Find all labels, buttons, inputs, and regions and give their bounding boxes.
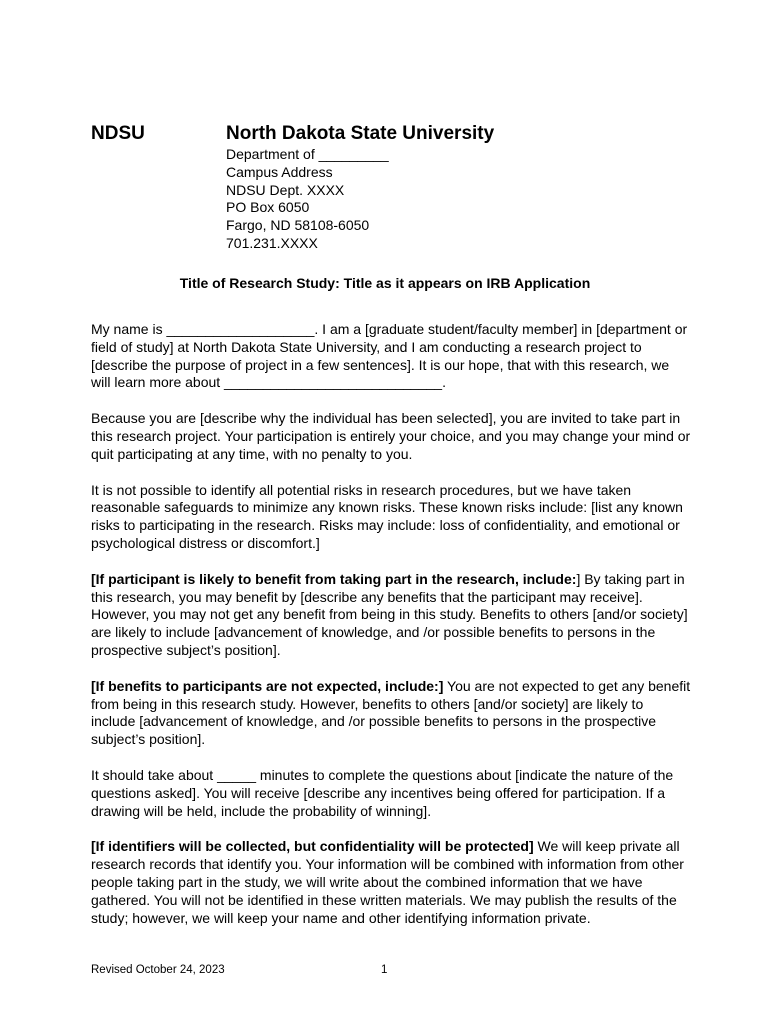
footer-page-number: 1 bbox=[381, 964, 388, 976]
paragraph-text: ] By taking part in this research, you may benefit by [describe any benefits that the participant may receive]. However, you may not get any benefit from being in this study. Benefits to others [and/or society] are likely to include [advancement of knowledge, and /or possible benefits to persons in the prospective subject’s position]. bbox=[91, 570, 688, 658]
paragraph-text: You are not expected to get any benefit from being in this research study. However, benefits to others [and/or society] are likely to include [advancement of knowledge, and /or possible benefits to persons in the prospective subject’s position]. bbox=[91, 677, 691, 748]
paragraph-benefits-not-expected bbox=[91, 678, 691, 749]
footer-revised-date: Revised October 24, 2023 bbox=[91, 964, 225, 976]
study-title: Title of Research Study: Title as it appears on IRB Application bbox=[179, 275, 591, 291]
paragraph-confidentiality bbox=[91, 838, 691, 927]
address-line-department: Department of _________ bbox=[226, 146, 389, 162]
address-line-campus: Campus Address bbox=[226, 163, 333, 180]
paragraph-text: My name is ___________________. I am a [graduate student/faculty member] in [department or field of study] at North Dakota State University, and I am conducting a research project to [describe the purpose of project in a few sentences]. It is our hope, that with this research, we will learn more about ____________________________. bbox=[91, 321, 688, 391]
header-address-block bbox=[226, 146, 389, 253]
header-abbreviation: NDSU bbox=[91, 123, 145, 144]
paragraph-risks bbox=[91, 482, 691, 553]
paragraph-text: It should take about _____ minutes to complete the questions about [indicate the nature of the questions asked]. You will receive [describe any incentives being offered for participation. If a drawing will be held, include the probability of winning]. bbox=[91, 766, 674, 819]
paragraph-benefits-expected bbox=[91, 571, 691, 660]
address-line-city: Fargo, ND 58108-6050 bbox=[226, 217, 370, 234]
paragraph-lead: [If participant is likely to benefit from taking part in the research, include: bbox=[91, 570, 577, 587]
paragraph-duration bbox=[91, 767, 691, 820]
paragraph-text: Because you are [describe why the individual has been selected], you are invited to take part in this research project. Your participation is entirely your choice, and you may change your mind or quit participating at any time, with no penalty to you. bbox=[91, 410, 691, 462]
address-line-dept: NDSU Dept. XXXX bbox=[226, 181, 345, 198]
paragraph-lead: [If benefits to participants are not expected, include:] bbox=[91, 677, 444, 694]
paragraph-lead: [If identifiers will be collected, but confidentiality will be protected] bbox=[91, 838, 534, 855]
address-line-phone: 701.231.XXXX bbox=[226, 234, 318, 251]
paragraph-invitation bbox=[91, 410, 691, 463]
header-university-name: North Dakota State University bbox=[226, 123, 495, 144]
paragraph-text: We will keep private all research records that identify you. Your information will be combined with information from other people taking part in the study, we will write about the combined information that we have gathered. You will not be identified in these written materials. We may publish the results of the study; however, we will keep your name and other identifying information private. bbox=[91, 838, 684, 926]
paragraph-text: It is not possible to identify all potential risks in research procedures, but we have taken reasonable safeguards to minimize any known risks. These known risks include: [list any known risks to participating in the research. Risks may include: loss of confidentiality, and emotional or psychological distress or discomfort.] bbox=[91, 481, 683, 551]
paragraph-intro bbox=[91, 321, 691, 392]
document-body bbox=[91, 321, 691, 945]
address-line-pobox: PO Box 6050 bbox=[226, 199, 310, 216]
